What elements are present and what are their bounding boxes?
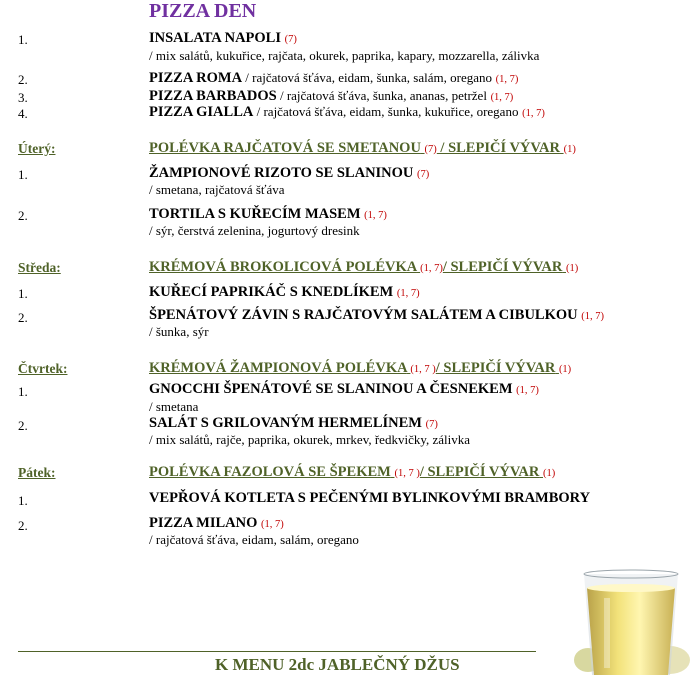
item-description: / smetana xyxy=(149,399,199,414)
juice-glass-icon xyxy=(570,568,693,675)
allergen-code: (1, 7) xyxy=(396,288,420,299)
allergen-code: (1, 7 ) xyxy=(410,364,436,375)
item-number: 1. xyxy=(18,384,28,399)
allergen-code: (1, 7) xyxy=(261,519,284,530)
allergen-code: (1) xyxy=(543,468,556,479)
item-number: 1. xyxy=(18,286,28,301)
item-name: SALÁT S GRILOVANÝM HERMELÍNEM (7) xyxy=(149,415,438,431)
allergen-code: (1, 7) xyxy=(522,108,545,119)
allergen-code: (1, 7) xyxy=(364,210,387,221)
soup-of-day: KRÉMOVÁ ŽAMPIONOVÁ POLÉVKA (1, 7 )/ SLEPIČÍ VÝVAR (1) xyxy=(149,360,572,376)
item-name: KUŘECÍ PAPRIKÁČ S KNEDLÍKEM (1, 7) xyxy=(149,284,420,300)
item-description: / mix salátů, kukuřice, rajčata, okurek, paprika, kapary, mozzarella, zálivka xyxy=(149,48,540,63)
item-name: PIZZA MILANO (1, 7) xyxy=(149,515,284,531)
item-number: 2. xyxy=(18,72,28,87)
item-description: / mix salátů, rajče, paprika, okurek, mrkev, ředkvičky, zálivka xyxy=(149,432,471,447)
allergen-code: (1, 7) xyxy=(495,74,519,85)
item-description: / šunka, sýr xyxy=(149,324,209,339)
soup-of-day: KRÉMOVÁ BROKOLICOVÁ POLÉVKA (1, 7)/ SLEPIČÍ VÝVAR (1) xyxy=(149,259,579,275)
soup-of-day: POLÉVKA RAJČATOVÁ SE SMETANOU (7) / SLEPIČÍ VÝVAR (1) xyxy=(149,140,576,156)
divider xyxy=(18,651,536,652)
item-number: 2. xyxy=(18,518,28,533)
item-description: / sýr, čerstvá zelenina, jogurtový dresink xyxy=(149,223,360,238)
item-description: / rajčatová šťáva, eidam, salám, oregano xyxy=(149,532,359,547)
allergen-code: (1) xyxy=(558,364,572,375)
item-number: 1. xyxy=(18,32,28,47)
allergen-code: (7) xyxy=(425,419,438,430)
day-label-friday: Pátek: xyxy=(18,465,56,480)
allergen-code: (7) xyxy=(417,169,430,180)
allergen-code: (1, 7) xyxy=(516,385,539,396)
footer-note: K MENU 2dc JABLEČNÝ DŽUS xyxy=(215,655,460,674)
item-number: 4. xyxy=(18,106,28,121)
item-number: 1. xyxy=(18,493,28,508)
allergen-code: (1, 7) xyxy=(420,263,443,274)
allergen-code: (7) xyxy=(284,34,297,45)
day-label-tuesday: Úterý: xyxy=(18,141,56,156)
item-number: 2. xyxy=(18,208,28,223)
day-label-thursday: Čtvrtek: xyxy=(18,361,68,376)
item-name: INSALATA NAPOLI (7) xyxy=(149,30,297,46)
item-name: TORTILA S KUŘECÍM MASEM (1, 7) xyxy=(149,206,387,222)
item-description: / smetana, rajčatová šťáva xyxy=(149,182,285,197)
allergen-code: (1) xyxy=(566,263,579,274)
menu-title: PIZZA DEN xyxy=(149,0,257,22)
item-number: 2. xyxy=(18,418,28,433)
allergen-code: (1) xyxy=(563,144,576,155)
item-number: 1. xyxy=(18,167,28,182)
allergen-code: (7) xyxy=(424,144,437,155)
item-name: PIZZA GIALLA / rajčatová šťáva, eidam, šunka, kukuřice, oregano (1, 7) xyxy=(149,104,545,120)
allergen-code: (1, 7 ) xyxy=(394,468,420,479)
item-number: 2. xyxy=(18,310,28,325)
item-name: PIZZA BARBADOS / rajčatová šťáva, šunka, ananas, petržel (1, 7) xyxy=(149,88,514,104)
item-number: 3. xyxy=(18,90,28,105)
item-name: GNOCCHI ŠPENÁTOVÉ SE SLANINOU A ČESNEKEM (1, 7) xyxy=(149,381,539,397)
allergen-code: (1, 7) xyxy=(490,92,514,103)
item-name: ŽAMPIONOVÉ RIZOTO SE SLANINOU (7) xyxy=(149,165,430,181)
item-name: VEPŘOVÁ KOTLETA S PEČENÝMI BYLINKOVÝMI BRAMBORY xyxy=(149,490,591,506)
day-label-wednesday: Středa: xyxy=(18,260,61,275)
item-name: PIZZA ROMA / rajčatová šťáva, eidam, šunka, salám, oregano (1, 7) xyxy=(149,70,519,86)
allergen-code: (1, 7) xyxy=(581,311,604,322)
item-name: ŠPENÁTOVÝ ZÁVIN S RAJČATOVÝM SALÁTEM A CIBULKOU (1, 7) xyxy=(149,307,604,323)
soup-of-day: POLÉVKA FAZOLOVÁ SE ŠPEKEM (1, 7 )/ SLEPIČÍ VÝVAR (1) xyxy=(149,464,556,480)
